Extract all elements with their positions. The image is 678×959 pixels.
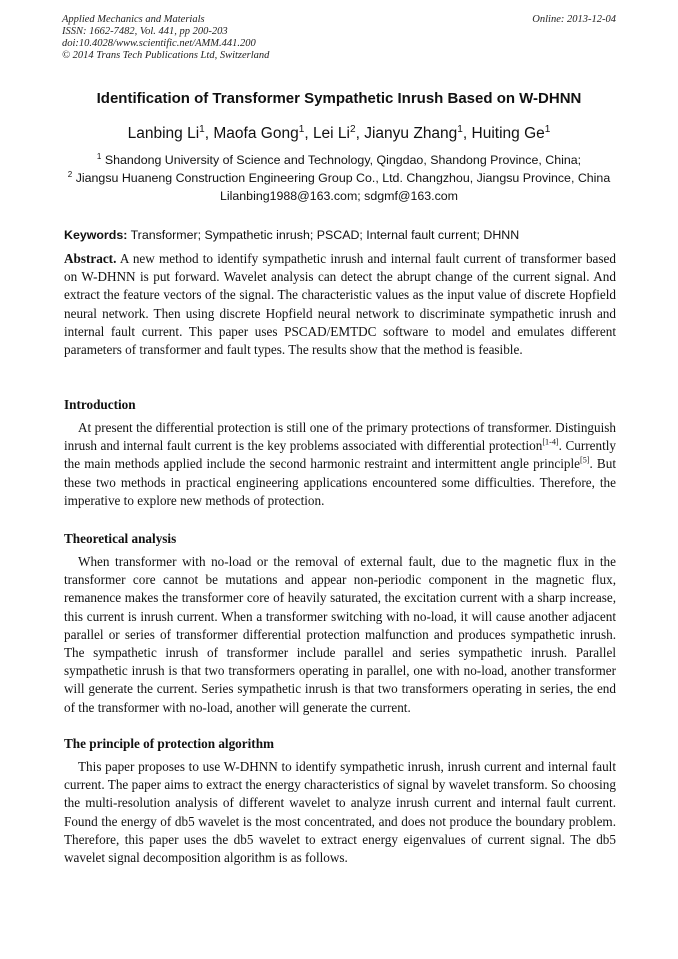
author-affiliation-mark: 2: [350, 123, 356, 135]
affiliation-2: [40, 171, 638, 186]
keywords-text: Transformer; Sympathetic inrush; PSCAD; Internal fault current; DHNN: [130, 228, 520, 242]
citation-ref: [5]: [579, 456, 590, 466]
abstract: [64, 250, 616, 359]
abstract-label: Abstract.: [64, 251, 117, 266]
journal-name: Applied Mechanics and Materials: [62, 14, 205, 25]
author-affiliation-mark: 1: [544, 123, 551, 135]
section-heading-introduction: Introduction: [64, 397, 136, 412]
intro-text-2: . Currently the main methods applied include the second harmonic restraint and intermittent angle principle: [64, 438, 616, 472]
abstract-text: A new method to identify sympathetic inrush and internal fault current of transformer based on W-DHNN is put forward. Wavelet analysis can detect the abrupt change of the current signal. And extract the feature vectors of the signal. The characteristic values as the input value of discrete Hopfield neural network. Then using discrete Hopfield neural network to discriminate sympathetic inrush and internal fault current. This paper uses PSCAD/EMTDC software to model and emulates different parameters of transformer and fault types. The results show that the method is feasible.: [64, 251, 616, 358]
journal-header: [62, 14, 616, 62]
paper-title: Identification of Transformer Sympathetic Inrush Based on W-DHNN: [96, 90, 582, 107]
affiliation-text: Jiangsu Huaneng Construction Engineering Group Co., Ltd. Changzhou, Jiangsu Province, China: [75, 171, 611, 185]
author-name: Huiting Ge: [471, 125, 545, 142]
issn-line: ISSN: 1662-7482, Vol. 441, pp 200-203: [62, 26, 228, 37]
author-affiliation-mark: 1: [199, 123, 205, 135]
keywords-label: Keywords:: [64, 228, 128, 242]
introduction-paragraph: [64, 419, 616, 510]
author-affiliation-mark: 1: [298, 123, 305, 135]
affiliation-mark: 1: [96, 151, 102, 161]
intro-text-1: At present the differential protection is still one of the primary protections of transformer. Distinguish inrush and internal fault current is the key problems associated with differential protection: [64, 420, 616, 454]
intro-text-3: . But these two methods in practical engineering applications encountered some difficulties. Therefore, the imperative to explore new methods of protection.: [64, 456, 616, 508]
theoretical-paragraph: When transformer with no-load or the removal of external fault, due to the magnetic flux in the transformer core cannot be mutations and appear non-periodic component in the magnetic flux, remanence makes the transformer core of heavily saturated, the excitation current with a sharp increase, this current is inrush current. When a transformer switching with no-load, it will cause another adjacent parallel or series of transformer differential protection malfunction and produces sympathetic inrush. The sympathetic inrush of transformer include parallel and series sympathetic inrush. Parallel sympathetic inrush is that two transformers operating in parallel, one with no-load, another transformer will generate the current. Series sympathetic inrush is that two transformers operating in series, the end of the transformer with no-load, another will generate the current.: [64, 554, 616, 715]
author-name: Lanbing Li: [127, 125, 200, 142]
author-name: Lei Li: [312, 125, 350, 142]
doi-line: doi:10.4028/www.scientific.net/AMM.441.200: [62, 38, 256, 49]
author-affiliation-mark: 1: [457, 123, 463, 135]
affiliation-text: Shandong University of Science and Technology, Qingdao, Shandong Province, China;: [104, 153, 582, 167]
author-list: Lanbing Li$^1$, Maofa Gong$^1$, Lei Li$^2$, Jianyu Zhang$^1$, Huiting Ge$^1$: [127, 123, 551, 142]
citation-ref: [1-4]: [542, 437, 559, 447]
copyright-line: © 2014 Trans Tech Publications Ltd, Switzerland: [62, 50, 270, 61]
author-name: Jianyu Zhang: [364, 125, 458, 142]
affiliation-1: [40, 153, 638, 168]
author-emails: Lilanbing1988@163.com; sdgmf@163.com: [220, 189, 458, 203]
keywords: [64, 228, 616, 243]
section-heading-theoretical-analysis: Theoretical analysis: [64, 531, 177, 546]
online-date: Online: 2013-12-04: [532, 14, 616, 25]
section-heading-protection-algorithm: The principle of protection algorithm: [64, 736, 275, 751]
author-name: Maofa Gong: [213, 125, 299, 142]
affiliation-mark: 2: [67, 169, 73, 179]
principle-paragraph: This paper proposes to use W-DHNN to identify sympathetic inrush, inrush current and internal fault current. The paper aims to extract the energy characteristics of signal by wavelet transform. So choosing the multi-resolution analysis of different wavelet to analyze inrush current and internal fault current. Found the energy of db5 wavelet is the most concentrated, and does not produce the boundary problem. Therefore, this paper uses the db5 wavelet to extract energy eigenvalues of current signal. The db5 wavelet signal decomposition algorithm is as follows.: [64, 759, 616, 866]
